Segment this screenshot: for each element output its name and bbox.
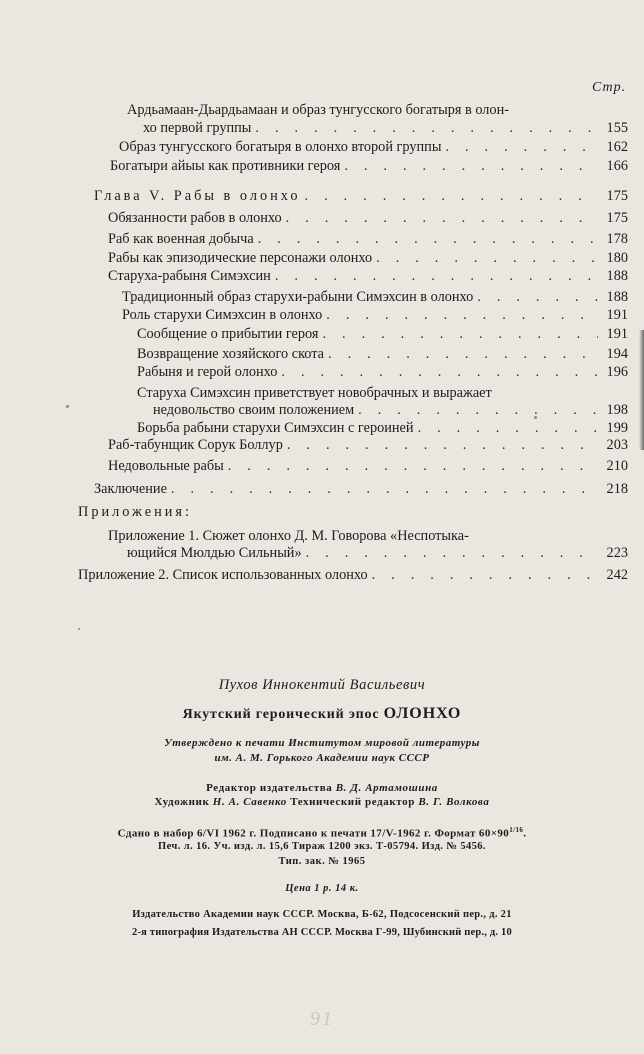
book-price: Цена 1 р. 14 к. bbox=[285, 883, 359, 894]
printing-details bbox=[0, 826, 644, 840]
toc-dot-leader bbox=[477, 287, 598, 307]
toc-entry bbox=[94, 479, 628, 499]
toc-entry-title: Богатыри айыы как противники героя bbox=[110, 158, 341, 174]
toc-entry-page: 218 bbox=[606, 481, 628, 497]
toc-entry-title: Приложение 1. Сюжет олонхо Д. М. Говорова «Неспотыка- bbox=[108, 528, 469, 544]
toc-entry bbox=[127, 100, 581, 120]
toc-entry bbox=[137, 362, 628, 382]
toc-entry-page: 242 bbox=[606, 567, 628, 583]
printing-details: Печ. л. 16. Уч. изд. л. 15,6 Тираж 1200 экз. Т-05794. Изд. № 5456. bbox=[158, 841, 486, 852]
toc-entry bbox=[108, 229, 628, 249]
book-title-word: ОЛОНХО bbox=[383, 705, 462, 722]
printing-details-end: . bbox=[523, 827, 527, 840]
publisher-address: Издательство Академии наук СССР. Москва, Б-62, Подсосенский пер., д. 21 bbox=[132, 909, 512, 920]
toc-dot-leader bbox=[372, 565, 598, 585]
toc-entry bbox=[119, 137, 628, 157]
toc-dot-leader bbox=[286, 208, 598, 228]
toc-entry-title: Недовольные рабы bbox=[108, 458, 224, 474]
toc-entry bbox=[153, 400, 628, 420]
toc-entry-title: Приложение 2. Список использованных олонхо bbox=[78, 567, 368, 583]
credit-label: Художник bbox=[154, 796, 210, 808]
toc-entry bbox=[122, 287, 628, 307]
toc-entry-title: ющийся Мюлдью Сильный» bbox=[127, 545, 302, 561]
toc-dot-leader bbox=[322, 324, 598, 344]
toc-dot-leader bbox=[326, 305, 598, 325]
toc-dot-leader bbox=[306, 543, 598, 563]
toc-entry-page: 155 bbox=[606, 120, 628, 136]
toc-entry bbox=[127, 543, 628, 563]
toc-entry-page: 188 bbox=[606, 289, 628, 305]
toc-entry-page: 223 bbox=[606, 545, 628, 561]
toc-entry-title: Роль старухи Симэхсин в олонхо bbox=[122, 307, 323, 323]
approval-line: им. А. М. Горького Академии наук СССР bbox=[214, 752, 430, 764]
editor-credit bbox=[0, 782, 644, 794]
toc-entry-page: 198 bbox=[606, 402, 628, 418]
toc-entry-title: Обязанности рабов в олонхо bbox=[108, 210, 282, 226]
toc-dot-leader bbox=[281, 362, 598, 382]
toc-dot-leader bbox=[287, 435, 598, 455]
toc-entry-page: 199 bbox=[606, 420, 628, 436]
credit-name: Н. А. Савенко bbox=[212, 796, 287, 808]
toc-dot-leader bbox=[275, 266, 598, 286]
toc-dot-leader bbox=[328, 344, 598, 364]
toc-entry-page: 188 bbox=[606, 268, 628, 284]
toc-entry bbox=[143, 118, 628, 138]
toc-entry-page: 175 bbox=[606, 188, 628, 204]
toc-entry-page: 203 bbox=[606, 437, 628, 453]
toc-entry-title: Рабы как эпизодические персонажи олонхо bbox=[108, 250, 373, 266]
toc-dot-leader bbox=[228, 456, 598, 476]
toc-section-heading bbox=[78, 502, 378, 522]
paper-speck bbox=[66, 405, 69, 408]
artist-credits bbox=[0, 796, 644, 808]
toc-entry-title: Раб-табунщик Сорук Боллур bbox=[108, 437, 283, 453]
toc-entry-title: Рабыня и герой олонхо bbox=[137, 364, 278, 380]
toc-entry-title: Приложения: bbox=[78, 504, 192, 520]
toc-entry-title: Сообщение о прибытии героя bbox=[137, 326, 319, 342]
toc-entry-title: Глава V. Рабы в олонхо bbox=[94, 188, 301, 204]
toc-entry bbox=[108, 248, 628, 268]
toc-dot-leader bbox=[358, 400, 598, 420]
toc-entry-page: 178 bbox=[606, 231, 628, 247]
toc-entry bbox=[122, 305, 628, 325]
credit-name: В. Г. Волкова bbox=[418, 796, 490, 808]
page-edge-shadow bbox=[639, 330, 644, 450]
toc-dot-leader bbox=[171, 479, 598, 499]
toc-entry-title: недовольство своим положением bbox=[153, 402, 355, 418]
toc-entry bbox=[108, 208, 628, 228]
toc-entry-page: 162 bbox=[606, 139, 628, 155]
printing-details: Тип. зак. № 1965 bbox=[278, 856, 366, 867]
toc-entry-page: 166 bbox=[606, 158, 628, 174]
credit-label: Редактор издательства bbox=[206, 782, 333, 794]
toc-dot-leader bbox=[376, 248, 598, 268]
toc-entry bbox=[78, 565, 628, 585]
toc-entry-title: Ардьамаан-Дьардьамаан и образ тунгусского богатыря в олон- bbox=[127, 102, 509, 118]
toc-entry bbox=[108, 266, 628, 286]
toc-entry-page: 194 bbox=[606, 346, 628, 362]
credit-label: Технический редактор bbox=[290, 796, 415, 808]
toc-entry bbox=[137, 324, 628, 344]
toc-entry bbox=[108, 435, 628, 455]
paper-speck bbox=[78, 628, 80, 630]
toc-entry-page: 196 bbox=[606, 364, 628, 380]
toc-entry-title: Традиционный образ старухи-рабыни Симэхсин в олонхо bbox=[122, 289, 474, 305]
toc-entry-page: 191 bbox=[606, 307, 628, 323]
book-title bbox=[0, 705, 644, 723]
toc-entry-title: Старуха Симэхсин приветствует новобрачных и выражает bbox=[137, 385, 492, 401]
approval-line: Утверждено к печати Институтом мировой литературы bbox=[164, 737, 480, 749]
toc-dot-leader bbox=[344, 156, 598, 176]
toc-chapter-entry bbox=[94, 186, 628, 206]
toc-entry bbox=[110, 156, 628, 176]
toc-entry bbox=[108, 456, 628, 476]
toc-entry-title: Возвращение хозяйского скота bbox=[137, 346, 325, 362]
page-column-label: Стр. bbox=[592, 80, 627, 95]
toc-entry-title: Борьба рабыни старухи Симэхсин с героиней bbox=[137, 420, 414, 436]
toc-entry-title: хо первой группы bbox=[143, 120, 252, 136]
toc-entry-title: Раб как военная добыча bbox=[108, 231, 254, 247]
toc-entry-page: 180 bbox=[606, 250, 628, 266]
toc-dot-leader bbox=[305, 186, 598, 206]
toc-entry-title: Образ тунгусского богатыря в олонхо второй группы bbox=[119, 139, 442, 155]
toc-dot-leader bbox=[255, 118, 598, 138]
toc-dot-leader bbox=[258, 229, 598, 249]
toc-entry-page: 191 bbox=[606, 326, 628, 342]
page-folio: 91 bbox=[310, 1008, 334, 1030]
typography-address: 2-я типография Издательства АН СССР. Москва Г-99, Шубинский пер., д. 10 bbox=[132, 927, 512, 938]
toc-entry-page: 210 bbox=[606, 458, 628, 474]
book-title-prefix: Якутский героический эпос bbox=[182, 707, 380, 722]
toc-entry bbox=[137, 344, 628, 364]
credit-name: В. Д. Артамошина bbox=[335, 782, 438, 794]
printing-details-text: Сдано в набор 6/VI 1962 г. Подписано к печати 17/V-1962 г. Формат 60×90 bbox=[117, 827, 510, 840]
toc-dot-leader bbox=[445, 137, 598, 157]
toc-entry-title: Старуха-рабыня Симэхсин bbox=[108, 268, 271, 284]
toc-entry-title: Заключение bbox=[94, 481, 167, 497]
book-author: Пухов Иннокентий Васильевич bbox=[218, 677, 426, 693]
toc-entry-page: 175 bbox=[606, 210, 628, 226]
format-fraction: 1/16 bbox=[509, 826, 524, 834]
